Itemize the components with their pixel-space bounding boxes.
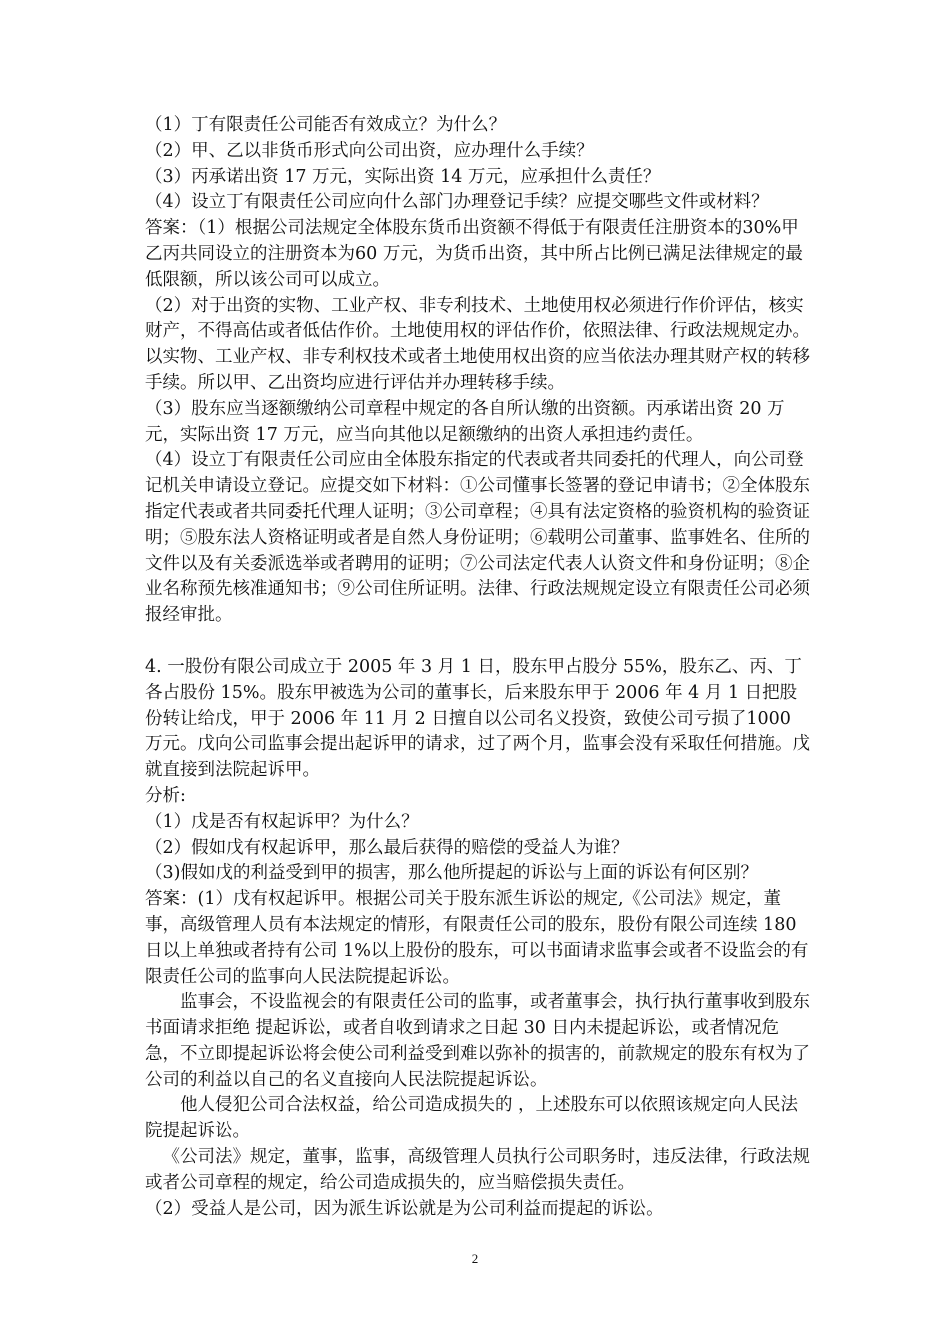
case-answer-1: 答案：(1）戊有权起诉甲。根据公司关于股东派生诉讼的规定,《公司法》规定，董事，高级管理人员有本法规定的情形，有限责任公司的股东，股份有限公司连续 180 日以上单独或者持有公司 1%以上股份的股东，可以书面请求监事会或者不设监会的有限责任公司的监事向人民法院提起诉讼。 — [145, 889, 809, 987]
page-number: 2 — [471, 1251, 479, 1266]
case-answer-1-paragraph-2: 监事会，不设监视会的有限责任公司的监事，或者董事会，执行执行董事收到股东书面请求拒绝 提起诉讼，或者自收到请求之日起 30 日内未提起诉讼，或者情况危急，不立即提起诉讼将会使公司利益受到难以弥补的损害的，前款规定的股东有权为了公司的利益以自己的名义直接向人民法院提起诉讼。 — [145, 992, 810, 1090]
answer-paragraph: （2）对于出资的实物、工业产权、非专利技术、土地使用权必须进行作价评估，核实财产，不得高估或者低估作价。土地使用权的评估作价，依照法律、行政法规规定办。以实物、工业产权、非专利权技术或者土地使用权出资的应当依法办理其财产权的转移手续。所以甲、乙出资均应进行评估并办理转移手续。 — [145, 295, 810, 393]
question-4: （4）设立丁有限责任公司应向什么部门办理登记手续？应提交哪些文件或材料？ — [145, 192, 769, 213]
case-question-1: （1）戊是否有权起诉甲？为什么？ — [145, 811, 419, 832]
case-answer-1-paragraph-3: 他人侵犯公司合法权益，给公司造成损失的 ，上述股东可以依照该规定向人民法院提起诉讼。 — [145, 1095, 799, 1142]
question-3: （3）丙承诺出资 17 万元，实际出资 14 万元，应承担什么责任？ — [145, 166, 661, 187]
question-2: （2）甲、乙以非货币形式向公司出资，应办理什么手续？ — [145, 140, 594, 161]
case-answer-1-paragraph-4: 《公司法》规定，董事，监事，高级管理人员执行公司职务时，违反法律，行政法规或者公司章程的规定，给公司造成损失的，应当赔偿损失责任。 — [145, 1147, 810, 1193]
document-body — [145, 113, 810, 1222]
question-1: （1）丁有限责任公司能否有效成立？为什么？ — [145, 115, 507, 135]
section-gap — [145, 629, 810, 655]
analysis-label: 分析: — [145, 785, 186, 806]
case-answer-2: （2）受益人是公司，因为派生诉讼就是为公司利益而提起的诉讼。 — [145, 1198, 664, 1219]
answer-paragraph: 答案：（1）根据公司法规定全体股东货币出资额不得低于有限责任注册资本的30%甲乙丙共同设立的注册资本为60 万元，为货币出资，其中所占比例已满足法律规定的最低限额，所以该公司可以成立。 — [145, 218, 803, 290]
case-question-2: （2）假如戊有权起诉甲，那么最后获得的赔偿的受益人为谁？ — [145, 837, 629, 858]
answer-paragraph: （4）设立丁有限责任公司应由全体股东指定的代表或者共同委托的代理人，向公司登记机关申请设立登记。应提交如下材料：①公司懂事长签署的登记申请书；②全体股东指定代表或者共同委托代理人证明；③公司章程；④具有法定资格的验资机构的验资证明；⑤股东法人资格证明或者是自然人身份证明；⑥载明公司董事、监事姓名、住所的文件以及有关委派选举或者聘用的证明；⑦公司法定代表人认资文件和身份证明；⑧企业名称预先核准通知书；⑨公司住所证明。法律、行政法规规定设立有限责任公司必须报经审批。 — [145, 450, 810, 626]
case-question-3: （3)假如戊的利益受到甲的损害，那么他所提起的诉讼与上面的诉讼有何区别？ — [145, 863, 758, 884]
case-description: 4. 一股份有限公司成立于 2005 年 3 月 1 日，股东甲占股分 55%，股东乙、丙、丁各占股份 15%。股东甲被选为公司的董事长，后来股东甲于 2006 年 4 月 1 日把股份转让给戊，甲于 2006 年 11 月 2 日擅自以公司名义投资，致使公司亏损了1000 万元。戊向公司监事会提出起诉甲的请求，过了两个月，监事会没有采取任何措施。戊就直接到法院起诉甲。 — [145, 656, 810, 781]
answer-paragraph: （3）股东应当逐额缴纳公司章程中规定的各自所认缴的出资额。丙承诺出资 20 万元，实际出资 17 万元，应当向其他以足额缴纳的出资人承担违约责任。 — [145, 398, 785, 445]
